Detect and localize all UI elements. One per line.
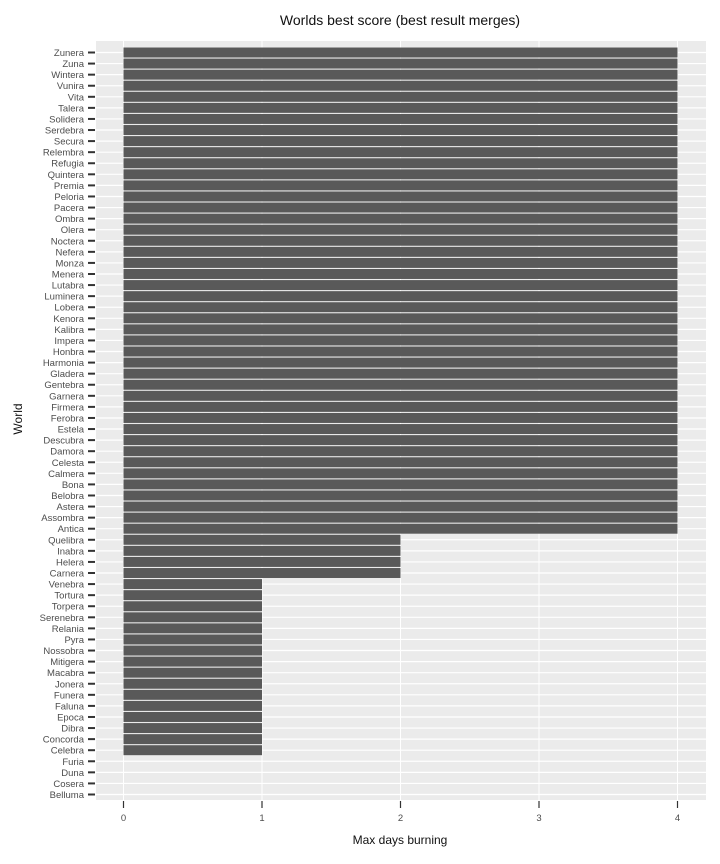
- y-tick-label: Antica: [57, 524, 84, 536]
- bar: [124, 302, 678, 312]
- y-tick-label: Lobera: [54, 302, 84, 314]
- bar: [124, 657, 263, 667]
- y-tick-label: Descubra: [43, 435, 84, 447]
- bar: [124, 502, 678, 512]
- x-tick-label: 1: [259, 813, 265, 824]
- x-tick-label: 0: [120, 813, 127, 824]
- bar: [124, 568, 401, 578]
- y-tick-label: Impera: [54, 335, 84, 347]
- bar: [124, 612, 263, 622]
- x-tick-label: 4: [674, 813, 681, 824]
- y-tick-label: Helera: [56, 557, 84, 569]
- y-tick-label: Venebra: [48, 579, 84, 591]
- bar: [124, 712, 263, 722]
- bar: [124, 92, 678, 102]
- y-tick-label: Serenebra: [39, 612, 84, 624]
- bar: [124, 535, 401, 545]
- y-tick-label: Dibra: [61, 723, 84, 735]
- bar: [124, 668, 263, 678]
- bar: [124, 369, 678, 379]
- y-tick-label: Relania: [51, 623, 84, 635]
- y-tick-label: Belluma: [49, 790, 84, 801]
- y-tick-label: Concorda: [42, 734, 84, 746]
- y-tick-label: Ombra: [54, 214, 84, 226]
- y-tick-label: Zuna: [62, 59, 84, 71]
- bar: [124, 347, 678, 357]
- y-tick-label: Faluna: [54, 701, 84, 713]
- bar: [124, 236, 678, 246]
- bar: [124, 601, 263, 611]
- y-tick-label: Astera: [56, 502, 84, 514]
- y-tick-label: Zunera: [53, 48, 84, 59]
- y-tick-label: Ferobra: [50, 413, 84, 425]
- y-tick-label: Solidera: [49, 114, 84, 126]
- bar: [124, 513, 678, 523]
- y-tick-label: Pacera: [53, 203, 84, 215]
- y-tick-label: Calmera: [48, 468, 84, 480]
- y-tick-label: Honbra: [52, 347, 84, 359]
- y-tick-label: Gladera: [50, 369, 84, 381]
- y-tick-label: Carnera: [49, 568, 84, 580]
- bar: [124, 435, 678, 445]
- y-tick-label: Nefera: [55, 247, 84, 259]
- y-tick-label: Kenora: [53, 313, 84, 325]
- y-tick-label: Gentebra: [44, 380, 84, 392]
- y-tick-label: Premia: [53, 180, 84, 192]
- x-axis-title: Max days burning: [352, 833, 448, 847]
- y-tick-label: Vita: [67, 92, 84, 104]
- bar: [124, 136, 678, 146]
- y-tick-label: Quintera: [47, 169, 84, 181]
- y-tick-label: Serdebra: [44, 125, 84, 137]
- y-tick-label: Inabra: [57, 546, 84, 558]
- bar: [124, 723, 263, 733]
- y-tick-label: Celesta: [51, 457, 84, 469]
- chart-title: Worlds best score (best result merges): [279, 12, 521, 28]
- y-tick-label: Cosera: [53, 778, 84, 790]
- y-tick-label: Bona: [61, 479, 84, 491]
- bar: [124, 557, 401, 567]
- y-tick-label: Menera: [51, 269, 84, 281]
- bar: [124, 380, 678, 390]
- y-tick-label: Noctera: [50, 236, 84, 248]
- bar: [124, 103, 678, 113]
- bar: [124, 225, 678, 235]
- y-tick-label: Secura: [53, 136, 84, 148]
- bar: [124, 59, 678, 69]
- bar: [124, 745, 263, 755]
- y-tick-label: Furia: [62, 756, 84, 768]
- y-tick-label: Wintera: [51, 70, 84, 82]
- y-tick-label: Lutabra: [51, 280, 84, 292]
- bar: [124, 734, 263, 744]
- y-tick-label: Talera: [58, 103, 84, 115]
- bar: [124, 48, 678, 58]
- bar: [124, 679, 263, 689]
- y-tick-label: Harmonia: [42, 358, 84, 370]
- x-tick-label: 2: [397, 813, 404, 824]
- y-tick-label: Epoca: [57, 712, 84, 724]
- bar: [124, 646, 263, 656]
- bar: [124, 391, 678, 401]
- bar: [124, 291, 678, 301]
- bar: [124, 203, 678, 213]
- bar: [124, 468, 678, 478]
- y-tick-label: Duna: [61, 767, 84, 779]
- y-tick-label: Jonera: [54, 679, 84, 691]
- y-tick-label: Estela: [57, 424, 84, 436]
- bar: [124, 247, 678, 257]
- bar: [124, 479, 678, 489]
- y-tick-label: Assombra: [41, 513, 84, 525]
- y-tick-label: Damora: [50, 446, 84, 458]
- y-tick-label: Torpera: [51, 601, 84, 613]
- bar: [124, 269, 678, 279]
- bar: [124, 70, 678, 80]
- bar: [124, 623, 263, 633]
- y-tick-label: Kalibra: [54, 324, 84, 336]
- bar: [124, 147, 678, 157]
- y-tick-label: Monza: [55, 258, 84, 270]
- bar: [124, 158, 678, 168]
- y-axis-title: World: [11, 403, 25, 435]
- y-tick-label: Tortura: [54, 590, 84, 602]
- bar: [124, 446, 678, 456]
- y-tick-label: Quelibra: [48, 535, 84, 547]
- y-tick-label: Celebra: [50, 745, 84, 757]
- y-tick-label: Garnera: [49, 391, 84, 403]
- y-tick-label: Funera: [53, 690, 84, 702]
- y-tick-label: Vunira: [56, 81, 84, 93]
- bar: [124, 590, 263, 600]
- y-tick-label: Luminera: [44, 291, 84, 303]
- y-tick-label: Relembra: [42, 147, 84, 159]
- bar: [124, 524, 678, 534]
- bar: [124, 701, 263, 711]
- bar: [124, 690, 263, 700]
- bar: [124, 125, 678, 135]
- bar: [124, 191, 678, 201]
- y-tick-label: Nossobra: [43, 646, 84, 658]
- bar: [124, 413, 678, 423]
- y-tick-label: Mitigera: [50, 657, 84, 669]
- bar: [124, 335, 678, 345]
- bar: [124, 214, 678, 224]
- y-tick-label: Macabra: [47, 668, 84, 680]
- bar: [124, 258, 678, 268]
- y-tick-label: Firmera: [51, 402, 84, 414]
- bar: [124, 313, 678, 323]
- bar: [124, 424, 678, 434]
- x-tick-label: 3: [536, 813, 542, 824]
- y-tick-label: Refugia: [51, 158, 84, 170]
- y-tick-label: Peloria: [54, 191, 84, 203]
- bar: [124, 114, 678, 124]
- bar: [124, 634, 263, 644]
- bar: [124, 180, 678, 190]
- bar: [124, 579, 263, 589]
- bar: [124, 280, 678, 290]
- y-tick-label: Pyra: [64, 634, 84, 646]
- bar: [124, 546, 401, 556]
- y-tick-label: Olera: [60, 225, 84, 237]
- bar: [124, 169, 678, 179]
- bar: [124, 457, 678, 467]
- bar: [124, 324, 678, 334]
- y-tick-label: Belobra: [51, 490, 84, 502]
- bar: [124, 81, 678, 91]
- bar: [124, 358, 678, 368]
- bar: [124, 402, 678, 412]
- bar: [124, 491, 678, 501]
